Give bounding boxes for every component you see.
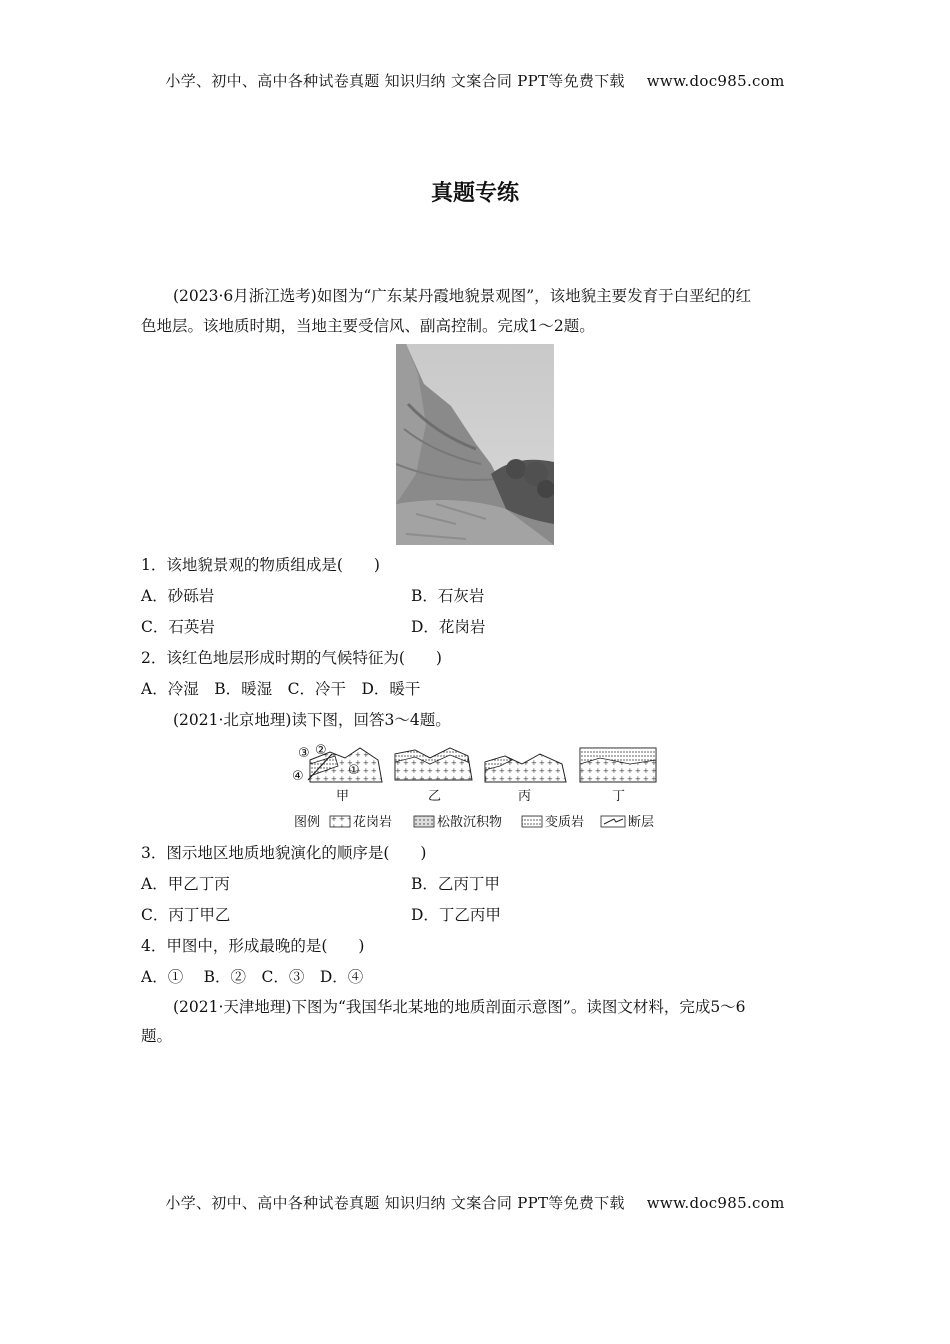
legend-granite-swatch [330,816,350,827]
panel-bing [485,754,566,804]
legend-metamorphic-swatch [522,816,542,827]
panel-label-bing: 丙 [518,789,532,804]
page-footer [0,1192,950,1213]
legend-sediment: 松散沉积物 [437,815,503,830]
q3-stem: 3．图示地区地质地貌演化的顺序是( ) [141,844,427,862]
q1-stem: 1．该地貌景观的物质组成是( ) [141,556,380,574]
marker-2: ② [315,743,327,758]
geology-evolution-diagram [290,742,660,832]
intro2: (2021·北京地理)读下图，回答3～4题。 [173,711,451,729]
panel-label-jia: 甲 [336,789,350,804]
q1-option-a: A．砂砾岩 [141,587,215,605]
q2-options: A．冷湿 B．暖湿 C．冷干 D．暖干 [141,680,421,698]
legend-metamorphic: 变质岩 [545,815,585,830]
header-site[interactable]: www.doc985.com [646,72,785,90]
q3-option-d: D．丁乙丙甲 [411,906,501,924]
q2-stem: 2．该红色地层形成时期的气候特征为( ) [141,649,442,667]
q3-option-c: C．丙丁甲乙 [141,906,231,924]
footer-site[interactable]: www.doc985.com [646,1194,785,1212]
marker-3: ③ [298,746,310,761]
marker-1: ① [348,763,360,778]
legend-fault-swatch [601,816,625,827]
footer-text: 小学、初中、高中各种试卷真题 知识归纳 文案合同 PPT等免费下载 [165,1194,625,1212]
q1-option-b: B．石灰岩 [411,587,485,605]
q3-option-a: A．甲乙丁丙 [141,875,230,893]
q1-option-c: C．石英岩 [141,618,215,636]
panel-label-ding: 丁 [612,789,626,804]
q1-option-d: D．花岗岩 [411,618,486,636]
panel-jia [292,743,382,804]
panel-ding [580,748,656,804]
header-text: 小学、初中、高中各种试卷真题 知识归纳 文案合同 PPT等免费下载 [165,72,625,90]
intro3-line1: (2021·天津地理)下图为“我国华北某地的地质剖面示意图”。读图文材料，完成5～6 [173,998,746,1016]
marker-4: ④ [292,769,304,784]
page-title: 真题专练 [430,181,519,206]
q4-options: A．① B．② C．③ D．④ [141,968,364,986]
legend-granite: 花岗岩 [353,815,393,830]
page-header [0,70,950,91]
danxia-landform-photo [396,344,554,545]
intro3-line2: 题。 [141,1027,173,1045]
diagram-legend [294,814,654,830]
legend-fault: 断层 [628,815,655,830]
q4-stem: 4．甲图中，形成最晚的是( ) [141,937,365,955]
panel-label-yi: 乙 [428,789,442,804]
intro1-line1: (2023·6月浙江选考)如图为“广东某丹霞地貌景观图”，该地貌主要发育于白垩纪的红 [173,287,752,305]
legend-title: 图例 [294,815,321,830]
panel-yi [395,748,472,804]
intro1-line2: 色地层。该地质时期，当地主要受信风、副高控制。完成1～2题。 [141,317,595,335]
q3-option-b: B．乙丙丁甲 [411,875,500,893]
legend-sediment-swatch [414,816,434,827]
